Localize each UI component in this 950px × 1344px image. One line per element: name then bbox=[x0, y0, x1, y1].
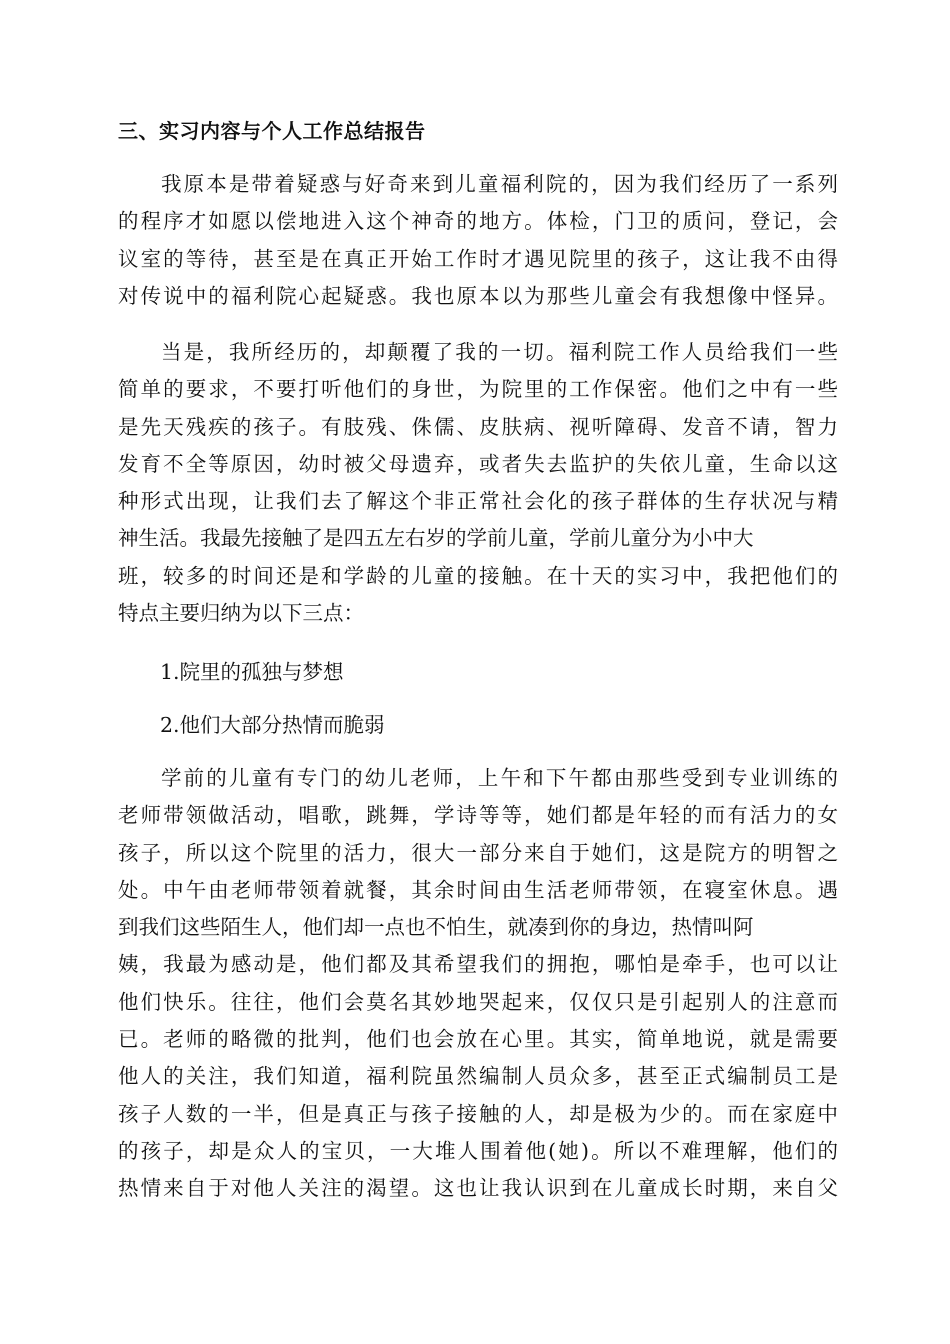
paragraph-line: 议室的等待，甚至是在真正开始工作时才遇见院里的孩子，这让我不由得 bbox=[118, 246, 838, 271]
paragraph-line: 孩子，所以这个院里的活力，很大一部分来自于她们，这是院方的明智之 bbox=[118, 840, 838, 865]
paragraph-line: 他人的关注，我们知道，福利院虽然编制人员众多，甚至正式编制员工是 bbox=[118, 1064, 838, 1089]
paragraph-3 bbox=[118, 760, 838, 1208]
paragraph-line: 姨，我最为感动是，他们都及其希望我们的拥抱，哪怕是牵手，也可以让 bbox=[118, 952, 838, 977]
paragraph-line: 对传说中的福利院心起疑惑。我也原本以为那些儿童会有我想像中怪异。 bbox=[118, 283, 838, 308]
paragraph-line: 到我们这些陌生人，他们却一点也不怕生，就凑到你的身边，热情叫阿 bbox=[118, 915, 754, 940]
paragraph-line: 老师带领做活动，唱歌，跳舞，学诗等等，她们都是年轻的而有活力的女 bbox=[118, 803, 838, 828]
paragraph-line: 已。老师的略微的批判，他们也会放在心里。其实，简单地说，就是需要 bbox=[118, 1027, 838, 1052]
paragraph-line: 班，较多的时间还是和学龄的儿童的接触。在十天的实习中，我把他们的 bbox=[118, 563, 838, 588]
paragraph-line: 孩子人数的一半，但是真正与孩子接触的人，却是极为少的。而在家庭中 bbox=[118, 1101, 838, 1126]
paragraph-1 bbox=[118, 166, 838, 315]
paragraph-line: 热情来自于对他人关注的渴望。这也让我认识到在儿童成长时期，来自父 bbox=[118, 1176, 838, 1201]
paragraph-line: 的孩子，却是众人的宝贝，一大堆人围着他(她)。所以不难理解，他们的 bbox=[118, 1138, 838, 1163]
paragraph-line: 他们快乐。往往，他们会莫名其妙地哭起来，仅仅只是引起别人的注意而 bbox=[118, 989, 838, 1014]
paragraph-line: 是先天残疾的孩子。有肢残、侏儒、皮肤病、视听障碍、发音不请，智力 bbox=[118, 414, 838, 439]
paragraph-line: 学前的儿童有专门的幼儿老师，上午和下午都由那些受到专业训练的 bbox=[161, 766, 838, 790]
paragraph-line: 简单的要求，不要打听他们的身世，为院里的工作保密。他们之中有一些 bbox=[118, 377, 838, 402]
paragraph-line: 我原本是带着疑惑与好奇来到儿童福利院的，因为我们经历了一系列 bbox=[161, 172, 838, 196]
paragraph-2 bbox=[118, 334, 838, 632]
section-heading: 三、实习内容与个人工作总结报告 bbox=[118, 119, 426, 143]
paragraph-line: 特点主要归纳为以下三点： bbox=[118, 601, 364, 626]
paragraph-line: 神生活。我最先接触了是四五左右岁的学前儿童，学前儿童分为小中大 bbox=[118, 526, 754, 551]
list-item: 1.院里的孤独与梦想 bbox=[160, 660, 344, 684]
paragraph-line: 发育不全等原因，幼时被父母遗弃，或者失去监护的失依儿童，生命以这 bbox=[118, 451, 838, 476]
list-item: 2.他们大部分热情而脆弱 bbox=[160, 713, 385, 737]
paragraph-line: 的程序才如愿以偿地进入这个神奇的地方。体检，门卫的质问，登记，会 bbox=[118, 209, 838, 234]
paragraph-line: 处。中午由老师带领着就餐，其余时间由生活老师带领，在寝室休息。遇 bbox=[118, 877, 838, 902]
paragraph-line: 种形式出现，让我们去了解这个非正常社会化的孩子群体的生存状况与精 bbox=[118, 489, 838, 514]
paragraph-line: 当是，我所经历的，却颠覆了我的一切。福利院工作人员给我们一些 bbox=[161, 340, 838, 364]
